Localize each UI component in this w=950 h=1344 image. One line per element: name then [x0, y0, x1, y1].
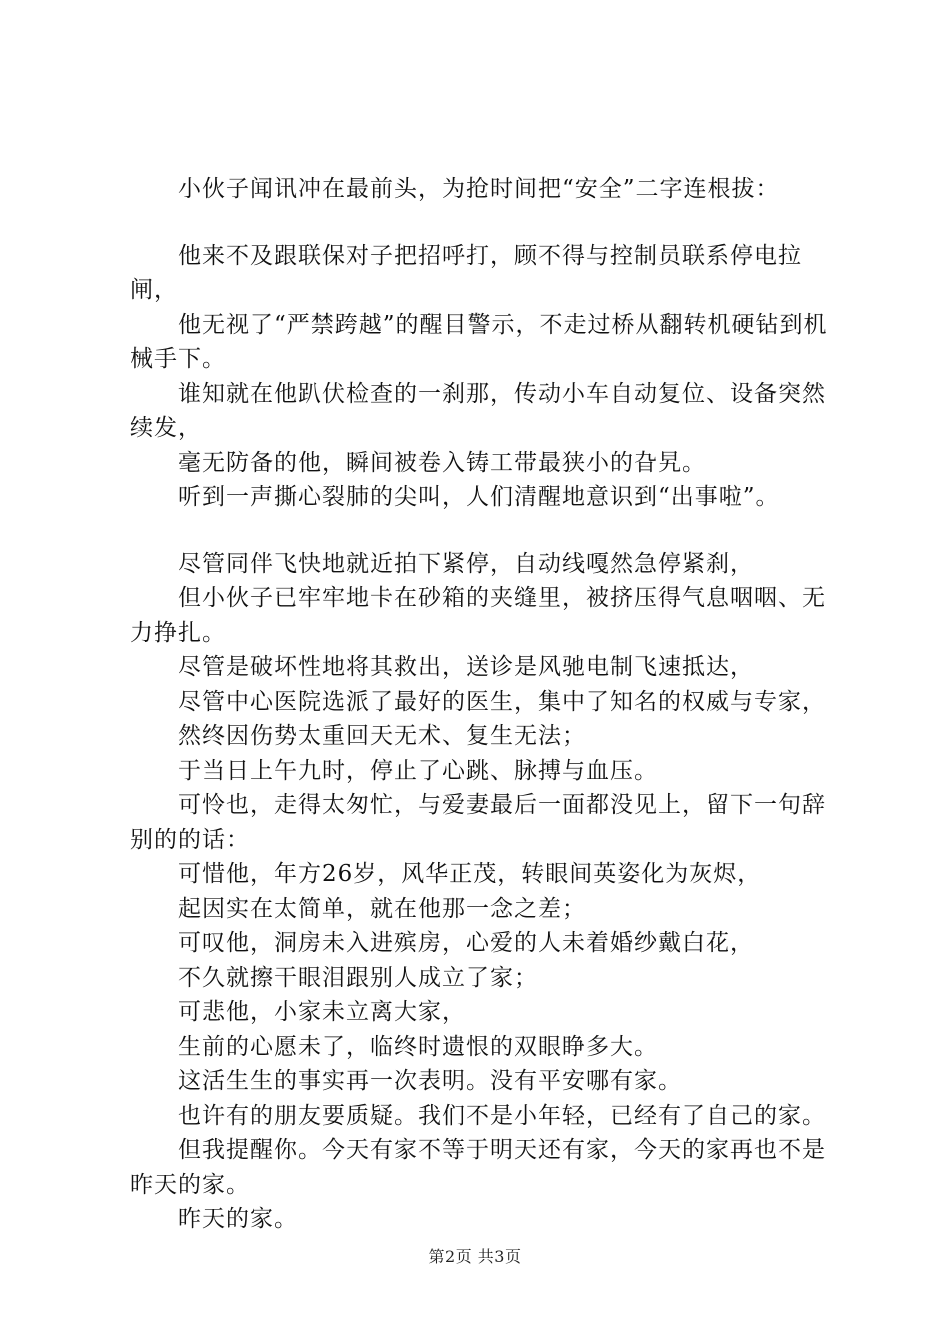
paragraph: 尽管中心医院选派了最好的医生，集中了知名的权威与专家， [178, 688, 826, 715]
paragraph: 于当日上午九时，停止了心跳、脉搏与血压。 [178, 757, 658, 784]
paragraph: 尽管是破坏性地将其救出，送诊是风驰电制飞速抵达， [178, 654, 754, 680]
paragraph: 然终因伤势太重回天无术、复生无法； [178, 723, 586, 749]
paragraph: 可惜他，年方26岁，风华正茂，转眼间英姿化为灰烬， [178, 861, 762, 887]
paragraph: 可叹他，洞房未入进殡房，心爱的人未着婚纱戴白花， [178, 930, 754, 956]
paragraph: 尽管同伴飞快地就近拍下紧停，自动线嘎然急停紧刹， [178, 550, 754, 577]
page-number-footer: 第2页 共3页 [428, 1247, 522, 1266]
paragraph: 毫无防备的他，瞬间被卷入铸工带最狭小的旮旯。 [178, 449, 706, 476]
paragraph: 他来不及跟联保对子把招呼打，顾不得与控制员联系停电拉闸， [130, 242, 802, 303]
paragraph: 谁知就在他趴伏检查的一刹那，传动小车自动复位、设备突然续发， [130, 380, 826, 441]
paragraph: 听到一声撕心裂肺的尖叫，人们清醒地意识到“出事啦”。 [178, 484, 780, 510]
document-body [130, 172, 842, 1237]
paragraph: 不久就擦干眼泪跟别人成立了家； [178, 964, 538, 991]
paragraph: 但小伙子已牢牢地卡在砂箱的夹缝里，被挤压得气息咽咽、无力挣扎。 [130, 585, 826, 646]
paragraph: 起因实在太简单，就在他那一念之差； [178, 895, 586, 922]
paragraph: 可怜也，走得太匆忙，与爱妻最后一面都没见上，留下一句辞别的的话： [130, 792, 826, 853]
paragraph: 小伙子闻讯冲在最前头，为抢时间把“安全”二字连根拔： [178, 176, 780, 202]
paragraph: 这活生生的事实再一次表明。没有平安哪有家。 [178, 1068, 682, 1094]
paragraph: 也许有的朋友要质疑。我们不是小年轻，已经有了自己的家。 [178, 1102, 826, 1129]
paragraph: 他无视了“严禁跨越”的醒目警示，不走过桥从翻转机硬钻到机械手下。 [130, 311, 828, 372]
paragraph-gap [130, 515, 842, 547]
paragraph-gap [130, 207, 842, 239]
paragraph: 昨天的家。 [178, 1206, 298, 1232]
paragraph: 生前的心愿未了，临终时遗恨的双眼睁多大。 [178, 1033, 658, 1060]
paragraph: 但我提醒你。今天有家不等于明天还有家，今天的家再也不是昨天的家。 [130, 1137, 826, 1198]
paragraph: 可悲他，小家未立离大家， [178, 999, 466, 1025]
